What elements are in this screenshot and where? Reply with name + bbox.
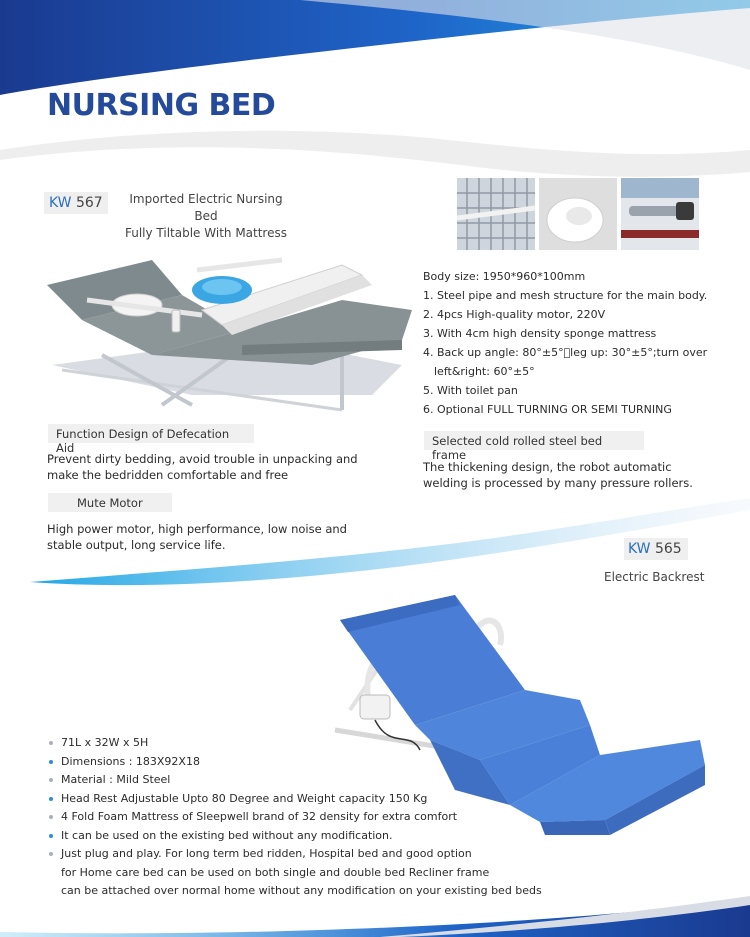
model-label-kw565: [628, 541, 682, 557]
list-item: 4 Fold Foam Mattress of Sleepwell brand of 32 density for extra comfort: [48, 808, 608, 827]
model-prefix: KW: [628, 541, 651, 557]
list-item: Just plug and play. For long term bed ridden, Hospital bed and good option: [48, 845, 608, 864]
spec-item: 4. Back up angle: 80°±5° leg up: 30°±5°;turn over: [423, 346, 708, 359]
list-item: Material : Mild Steel: [48, 771, 608, 790]
motor-icon: [621, 178, 699, 250]
mesh-frame-photo: [457, 178, 535, 250]
product2-name: Electric Backrest: [604, 570, 705, 584]
spec-item-continued: left&right: 60°±5°: [434, 365, 535, 378]
product2-feature-list: [48, 734, 608, 901]
list-item: Dimensions : 183X92X18: [48, 753, 608, 772]
product-name-line1: Imported Electric Nursing Bed: [129, 192, 283, 223]
spec-item: 5. With toilet pan: [423, 384, 518, 397]
page-title: NURSING BED: [47, 88, 276, 123]
feature-text-line: stable output, long service life.: [47, 538, 226, 552]
feature-heading: Selected cold rolled steel bed frame: [424, 431, 644, 450]
list-item: It can be used on the existing bed without any modification.: [48, 827, 608, 846]
feature-text-line: welding is processed by many pressure rollers.: [423, 476, 693, 490]
feature-description: [47, 451, 377, 483]
list-item-continued: for Home care bed can be used on both single and double bed Recliner frame: [61, 865, 490, 879]
product-name: [116, 191, 296, 242]
spec-list: [423, 267, 743, 419]
spec-item: 6. Optional FULL TURNING OR SEMI TURNING: [423, 403, 672, 416]
feature-description: [423, 459, 733, 491]
product-name-line2: Fully Tiltable With Mattress: [124, 226, 287, 240]
model-prefix: KW: [49, 195, 72, 211]
spec-body-size: Body size: 1950*960*100mm: [423, 270, 586, 283]
toilet-pan-photo: [539, 178, 617, 250]
nursing-bed-image: [42, 255, 412, 420]
list-item-continued: can be attached over normal home without any modification on your existing bed beds: [61, 884, 542, 897]
feature-text-line: The thickening design, the robot automatic: [423, 460, 672, 474]
feature-description: [47, 521, 377, 553]
spec-item: 2. 4pcs High-quality motor, 220V: [423, 308, 606, 321]
motor-photo: [621, 178, 699, 250]
list-item: Head Rest Adjustable Upto 80 Degree and Weight capacity 150 Kg: [48, 790, 608, 809]
model-number: 567: [75, 195, 103, 211]
feature-text-line: Prevent dirty bedding, avoid trouble in unpacking and: [47, 452, 358, 466]
toilet-pan-icon: [539, 178, 617, 250]
spec-item: 1. Steel pipe and mesh structure for the main body.: [423, 289, 708, 302]
feature-text-line: High power motor, high performance, low noise and: [47, 522, 347, 536]
mesh-frame-icon: [457, 178, 535, 250]
model-number: 565: [654, 541, 682, 557]
feature-heading: Function Design of Defecation Aid: [48, 424, 254, 443]
list-item: 71L x 32W x 5H: [48, 734, 608, 753]
feature-text-line: make the bedridden comfortable and free: [47, 468, 289, 482]
model-label-kw567: [49, 195, 103, 211]
feature-heading: Mute Motor: [48, 493, 172, 512]
spec-item: 3. With 4cm high density sponge mattress: [423, 327, 657, 340]
